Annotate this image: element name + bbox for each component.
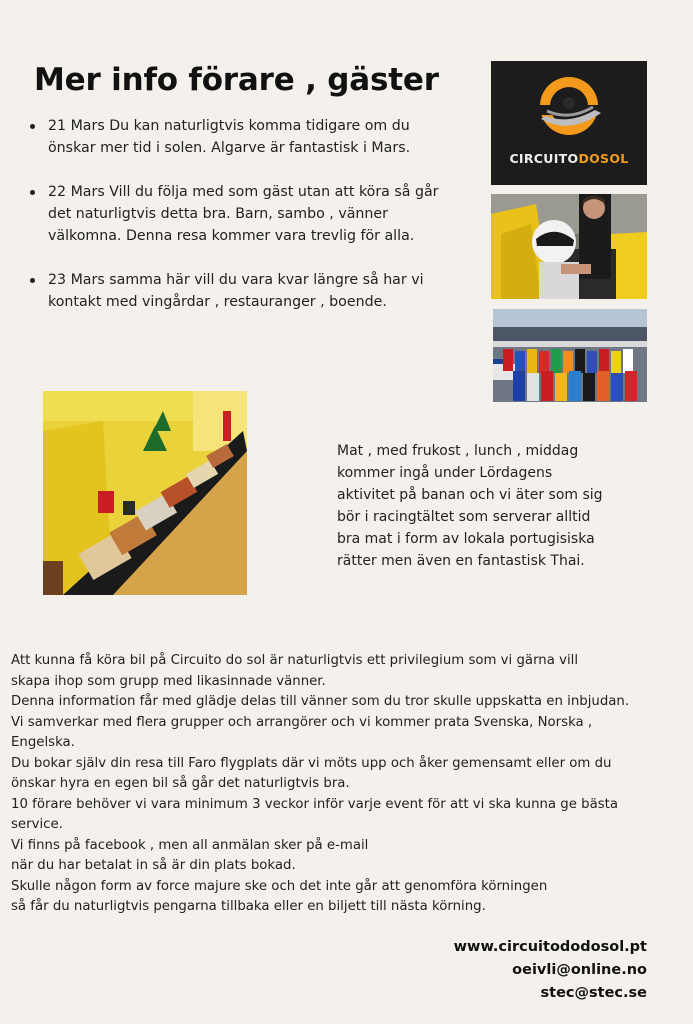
- body-line: Skulle någon form av force majure ske och det inte går att genomföra körningen: [11, 878, 548, 894]
- list-item-line: 21 Mars Du kan naturligtvis komma tidigare om du: [48, 118, 410, 134]
- food-line: bör i racingtältet som serverar alltid: [337, 509, 591, 525]
- drivers-group-photo: [493, 309, 647, 402]
- list-item: [26, 181, 446, 247]
- body-line: Denna information får med glädje delas till vänner som du tror skulle uppskatta en inbjudan.: [11, 694, 630, 709]
- main-info-text: [11, 651, 686, 918]
- email-link-sweden[interactable]: stec@stec.se: [540, 985, 647, 1001]
- logo-word-circuito: CIRCUITO: [509, 151, 579, 166]
- list-item-line: 23 Mars samma här vill du vara kvar längre så har vi: [48, 272, 424, 288]
- list-item-line: välkomna. Denna resa kommer vara trevlig för alla.: [48, 228, 415, 244]
- contact-block: [454, 936, 647, 1005]
- schedule-list: [26, 115, 446, 335]
- list-item: [26, 115, 446, 159]
- food-description: [337, 440, 637, 572]
- driver-helmet-photo: [491, 194, 647, 299]
- food-line: Mat , med frukost , lunch , middag: [337, 443, 579, 459]
- food-line: aktivitet på banan och vi äter som sig: [337, 487, 603, 503]
- food-line: kommer ingå under Lördagens: [337, 465, 553, 481]
- body-line: Vi finns på facebook , men all anmälan sker på e-mail: [11, 837, 369, 853]
- email-link-norway[interactable]: oeivli@online.no: [512, 962, 647, 978]
- logo-word-dosol: DOSOL: [578, 151, 629, 166]
- buffet-photo: [43, 391, 247, 595]
- list-item-line: kontakt med vingårdar , restauranger , boende.: [48, 294, 387, 310]
- food-line: rätter men även en fantastisk Thai.: [337, 553, 585, 569]
- page-title: Mer info förare , gäster: [34, 62, 439, 98]
- body-line: 10 förare behöver vi vara minimum 3 veckor inför varje event för att vi ska kunna ge bästa: [11, 796, 619, 812]
- logo-mark-icon: [491, 61, 647, 185]
- body-line: skapa ihop som grupp med likasinnade vänner.: [11, 673, 326, 689]
- body-line: önskar hyra en egen bil så går det naturligtvis bra.: [11, 776, 350, 791]
- website-link[interactable]: www.circuitododosol.pt: [453, 939, 647, 955]
- logo-wordmark: [491, 151, 647, 166]
- list-item-line: det naturligtvis detta bra. Barn, sambo , vänner: [48, 206, 388, 222]
- circuito-do-sol-logo: [491, 61, 647, 185]
- body-line: när du har betalat in så är din plats bokad.: [11, 858, 296, 873]
- list-item-line: önskar mer tid i solen. Algarve är fantastisk i Mars.: [48, 140, 411, 156]
- body-line: Att kunna få köra bil på Circuito do sol är naturligtvis ett privilegium som vi gärna vill: [11, 653, 579, 668]
- body-line: så får du naturligtvis pengarna tillbaka eller en biljett till nästa körning.: [11, 899, 486, 914]
- list-item: [26, 269, 446, 313]
- food-line: bra mat i form av lokala portugisiska: [337, 531, 595, 547]
- list-item-line: 22 Mars Vill du följa med som gäst utan att köra så går: [48, 184, 439, 200]
- body-line: Engelska.: [11, 735, 75, 750]
- body-line: Vi samverkar med flera grupper och arrangörer och vi kommer prata Svenska, Norska ,: [11, 714, 593, 730]
- body-line: Du bokar själv din resa till Faro flygplats där vi möts upp och åker gemensamt eller om du: [11, 755, 612, 771]
- body-line: service.: [11, 817, 63, 832]
